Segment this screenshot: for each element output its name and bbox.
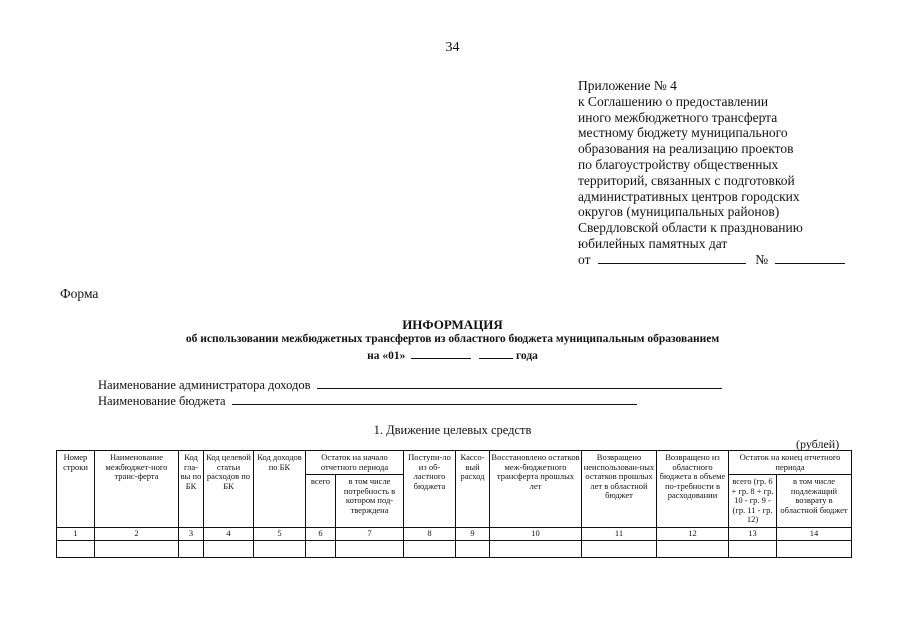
appendix-line: Свердловской области к празднованию: [578, 220, 803, 236]
administrator-label: Наименование администратора доходов: [98, 378, 311, 392]
budget-label: Наименование бюджета: [98, 394, 226, 408]
data-cell[interactable]: [657, 540, 729, 557]
budget-input[interactable]: [232, 393, 637, 405]
data-cell[interactable]: [254, 540, 306, 557]
appendix-line: юбилейных памятных дат: [578, 235, 728, 251]
data-cell[interactable]: [204, 540, 254, 557]
date-prefix: на «01»: [367, 350, 406, 362]
appendix-line: местному бюджету муниципального: [578, 125, 788, 141]
data-cell[interactable]: [404, 540, 456, 557]
column-number: 4: [204, 527, 254, 540]
page-number: 34: [445, 40, 460, 55]
header-closing-return: в том числе подлежащий возврату в областной бюджет: [777, 475, 852, 528]
appendix-line: округов (муниципальных районов): [578, 204, 780, 220]
header-restored: Восстановлено остатков меж-бюджетного трансферта прошлых лет: [490, 451, 582, 528]
column-number: 14: [777, 527, 852, 540]
column-number: 8: [404, 527, 456, 540]
appendix-line: Приложение № 4: [578, 78, 677, 93]
column-number: 11: [582, 527, 657, 540]
from-label: от: [578, 251, 591, 267]
appendix-line: к Соглашению о предоставлении: [578, 93, 769, 109]
header-transfer-name: Наименование межбюджет-ного транс-ферта: [95, 451, 179, 528]
appendix-line: территорий, связанных с подготовкой: [578, 172, 795, 188]
header-opening-balance: Остаток на начало отчетного периода: [306, 451, 404, 475]
column-number: 1: [57, 527, 95, 540]
date-suffix: года: [515, 350, 538, 362]
data-row: [57, 540, 852, 557]
appendix-line: образования на реализацию проектов: [578, 141, 794, 157]
header-received: Поступи-ло из об-ластного бюджета: [404, 451, 456, 528]
column-number: 3: [179, 527, 204, 540]
column-number-row: [57, 527, 852, 540]
column-number: 6: [306, 527, 336, 540]
report-month-blank[interactable]: [411, 347, 471, 359]
agreement-number-blank[interactable]: [775, 252, 845, 264]
report-year-blank[interactable]: [479, 347, 513, 359]
movement-table: [56, 450, 852, 558]
title-date-line: [0, 347, 905, 364]
column-number: 13: [729, 527, 777, 540]
column-number: 9: [456, 527, 490, 540]
data-cell[interactable]: [306, 540, 336, 557]
header-returned-unused: Возвращено неиспользован-ных остатков прошлых лет в областной бюджет: [582, 451, 657, 528]
data-cell[interactable]: [456, 540, 490, 557]
data-cell[interactable]: [336, 540, 404, 557]
currency-note: (рублей): [796, 437, 840, 451]
data-cell[interactable]: [777, 540, 852, 557]
header-returned-need: Возвращено из областного бюджета в объеме по-требности в расходовании: [657, 451, 729, 528]
header-cash-expense: Кассо-вый расход: [456, 451, 490, 528]
header-opening-total: всего: [306, 475, 336, 528]
column-number: 5: [254, 527, 306, 540]
budget-row: [98, 393, 637, 409]
column-number: 10: [490, 527, 582, 540]
document-title: [0, 317, 905, 364]
administrator-row: [98, 377, 722, 393]
header-row-number: Номер строки: [57, 451, 95, 528]
column-number: 12: [657, 527, 729, 540]
title-subtitle: об использовании межбюджетных трансфертов из областного бюджета муниципальным образованием: [185, 333, 720, 345]
number-label: №: [755, 251, 769, 267]
data-cell[interactable]: [179, 540, 204, 557]
form-label: Форма: [60, 286, 99, 301]
header-row: [57, 451, 852, 475]
administrator-input[interactable]: [317, 377, 722, 389]
header-closing-total: всего (гр. 6 + гр. 8 + гр. 10 - гр. 9 - (гр. 11 - гр. 12): [729, 475, 777, 528]
data-cell[interactable]: [57, 540, 95, 557]
agreement-date-blank[interactable]: [598, 252, 746, 264]
header-income-code: Код доходов по БК: [254, 451, 306, 528]
header-opening-need: в том числе потребность в котором под-тверждена: [336, 475, 404, 528]
appendix-block: [578, 78, 878, 268]
appendix-line: иного межбюджетного трансферта: [578, 109, 778, 125]
header-target-code: Код целевой статьи расходов по БК: [204, 451, 254, 528]
column-number: 7: [336, 527, 404, 540]
data-cell[interactable]: [582, 540, 657, 557]
data-cell[interactable]: [95, 540, 179, 557]
data-cell[interactable]: [729, 540, 777, 557]
header-closing-balance: Остаток на конец отчетного периода: [729, 451, 852, 475]
appendix-line: административных центров городских: [578, 188, 800, 204]
data-cell[interactable]: [490, 540, 582, 557]
section-title: 1. Движение целевых средств: [373, 423, 532, 437]
title-heading: ИНФОРМАЦИЯ: [402, 317, 503, 332]
column-number: 2: [95, 527, 179, 540]
appendix-line: по благоустройству общественных: [578, 156, 779, 172]
header-chapter-code: Код гла-вы по БК: [179, 451, 204, 528]
appendix-date-line: [578, 252, 878, 268]
